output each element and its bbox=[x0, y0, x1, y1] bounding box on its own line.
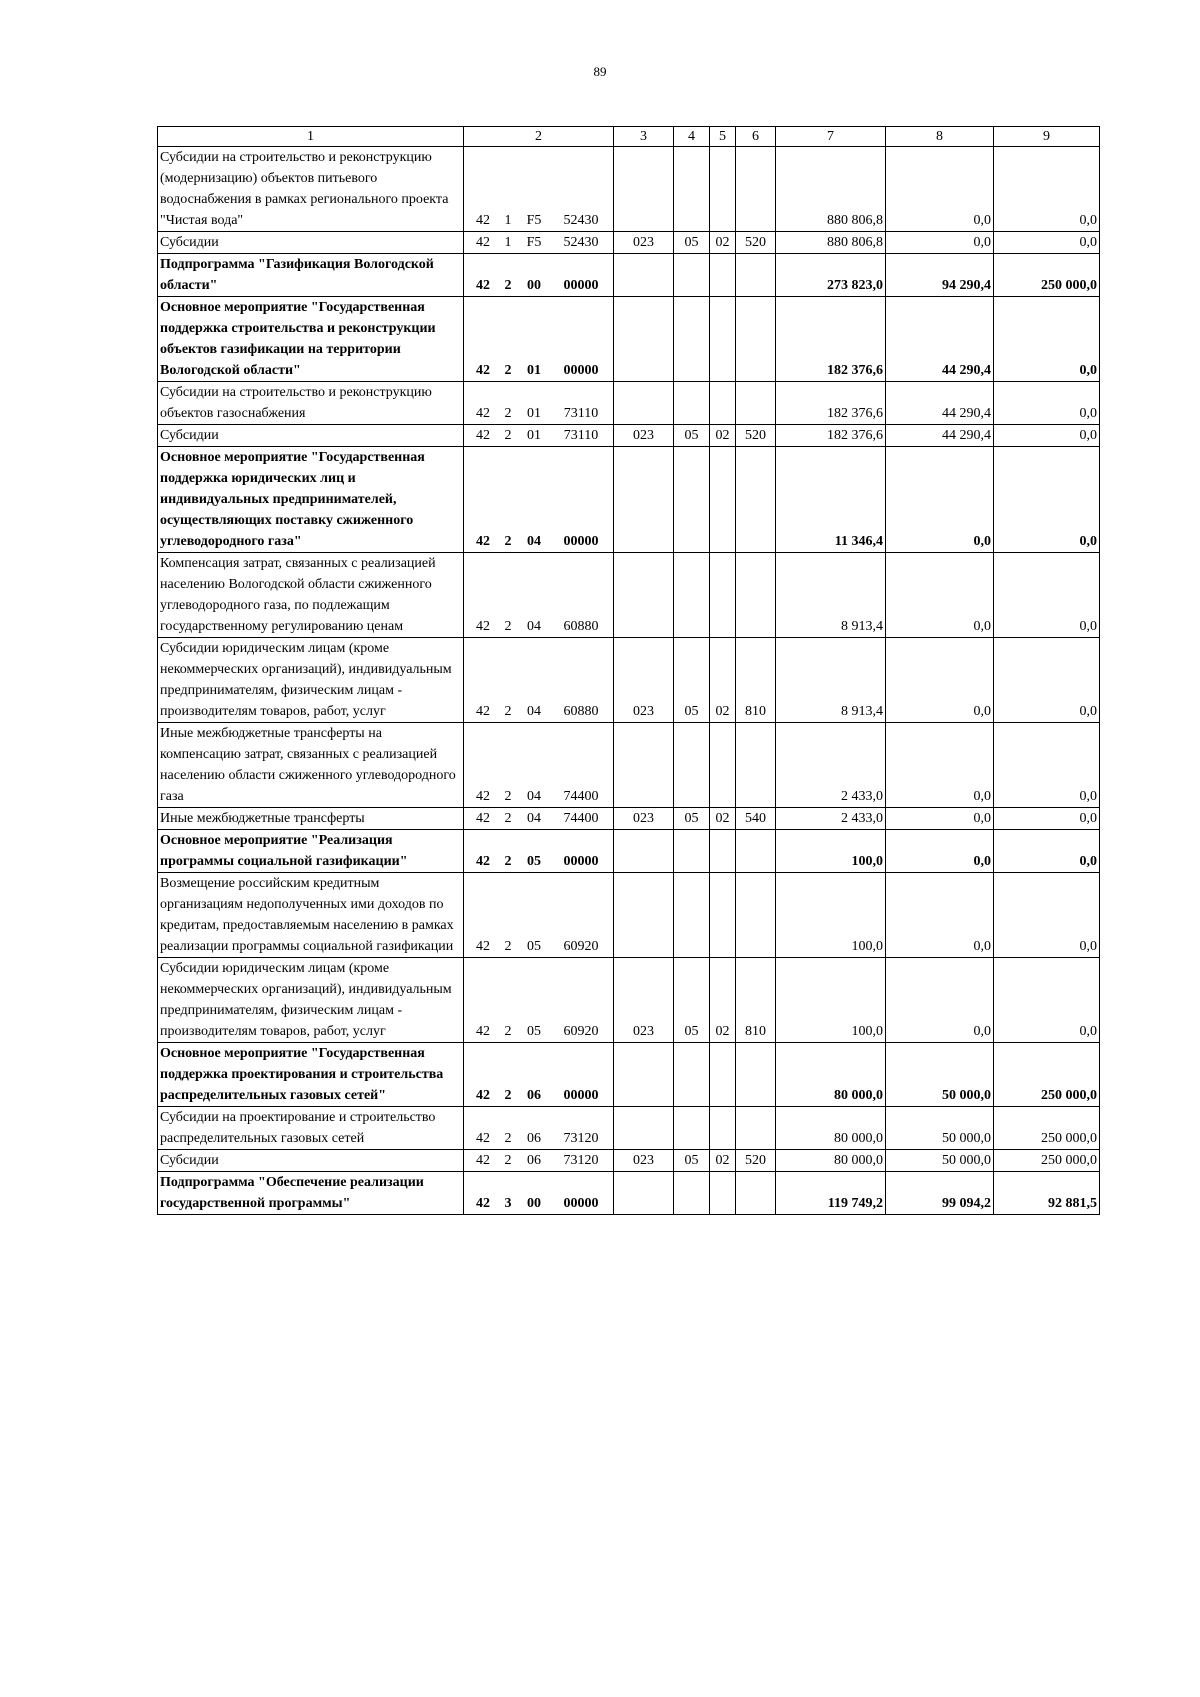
cell-col5 bbox=[710, 147, 736, 232]
table-row bbox=[158, 254, 1100, 297]
program-code bbox=[464, 1150, 614, 1172]
amount-col8: 0,0 bbox=[886, 723, 994, 808]
cell-col3 bbox=[614, 723, 674, 808]
amount-col7: 8 913,4 bbox=[776, 553, 886, 638]
code-part: 1 bbox=[504, 235, 512, 250]
code-part: 04 bbox=[527, 619, 541, 634]
amount-col7: 80 000,0 bbox=[776, 1107, 886, 1150]
code-part: 42 bbox=[476, 278, 490, 293]
cell-col4 bbox=[674, 1107, 710, 1150]
row-description: Субсидии bbox=[158, 232, 464, 254]
code-part: 42 bbox=[476, 1024, 490, 1039]
code-part: 06 bbox=[527, 1153, 541, 1168]
cell-col5: 02 bbox=[710, 1150, 736, 1172]
cell-col3 bbox=[614, 382, 674, 425]
row-description: Подпрограмма "Обеспечение реализации государственной программы" bbox=[158, 1172, 464, 1215]
code-part: 00000 bbox=[563, 1088, 599, 1103]
code-part: F5 bbox=[526, 235, 542, 250]
row-description: Основное мероприятие "Государственная поддержка юридических лиц и индивидуальных предпринимателей, осуществляющих поставку сжиженного углеводородного газа" bbox=[158, 447, 464, 553]
cell-col4 bbox=[674, 873, 710, 958]
row-description: Субсидии на строительство и реконструкцию объектов газоснабжения bbox=[158, 382, 464, 425]
code-part: 01 bbox=[527, 406, 541, 421]
row-description: Подпрограмма "Газификация Вологодской области" bbox=[158, 254, 464, 297]
amount-col9: 0,0 bbox=[994, 232, 1100, 254]
cell-col5 bbox=[710, 254, 736, 297]
header-cell: 2 bbox=[464, 127, 614, 147]
amount-col7: 80 000,0 bbox=[776, 1043, 886, 1107]
code-part: 42 bbox=[476, 534, 490, 549]
header-cell: 7 bbox=[776, 127, 886, 147]
code-part: 2 bbox=[504, 811, 512, 826]
cell-col6 bbox=[736, 553, 776, 638]
cell-col6: 810 bbox=[736, 958, 776, 1043]
row-description: Субсидии юридическим лицам (кроме некоммерческих организаций), индивидуальным предпринимателям, физическим лицам - производителям товаров, работ, услуг bbox=[158, 638, 464, 723]
code-part: 52430 bbox=[563, 235, 599, 250]
amount-col7: 880 806,8 bbox=[776, 147, 886, 232]
table-row bbox=[158, 723, 1100, 808]
amount-col8: 44 290,4 bbox=[886, 382, 994, 425]
amount-col7: 2 433,0 bbox=[776, 723, 886, 808]
code-part: 73120 bbox=[563, 1153, 599, 1168]
table-row bbox=[158, 147, 1100, 232]
header-cell: 6 bbox=[736, 127, 776, 147]
cell-col3 bbox=[614, 1043, 674, 1107]
code-part: 04 bbox=[527, 704, 541, 719]
program-code bbox=[464, 232, 614, 254]
cell-col5 bbox=[710, 447, 736, 553]
code-part: 2 bbox=[504, 619, 512, 634]
code-part: F5 bbox=[526, 213, 542, 228]
row-description: Иные межбюджетные трансферты bbox=[158, 808, 464, 830]
amount-col9: 0,0 bbox=[994, 147, 1100, 232]
cell-col4 bbox=[674, 147, 710, 232]
cell-col6 bbox=[736, 723, 776, 808]
amount-col7: 182 376,6 bbox=[776, 425, 886, 447]
code-part: 00 bbox=[527, 1196, 541, 1211]
amount-col9: 0,0 bbox=[994, 382, 1100, 425]
code-part: 42 bbox=[476, 1153, 490, 1168]
program-code bbox=[464, 958, 614, 1043]
amount-col9: 0,0 bbox=[994, 723, 1100, 808]
cell-col4: 05 bbox=[674, 425, 710, 447]
program-code bbox=[464, 425, 614, 447]
cell-col5 bbox=[710, 1043, 736, 1107]
amount-col7: 80 000,0 bbox=[776, 1150, 886, 1172]
cell-col5 bbox=[710, 723, 736, 808]
cell-col4 bbox=[674, 382, 710, 425]
code-part: 42 bbox=[476, 406, 490, 421]
code-part: 60880 bbox=[563, 619, 599, 634]
cell-col5: 02 bbox=[710, 232, 736, 254]
cell-col3: 023 bbox=[614, 232, 674, 254]
amount-col8: 94 290,4 bbox=[886, 254, 994, 297]
cell-col4 bbox=[674, 1043, 710, 1107]
page-number: 89 bbox=[593, 64, 607, 79]
program-code bbox=[464, 553, 614, 638]
code-part: 42 bbox=[476, 939, 490, 954]
amount-col8: 50 000,0 bbox=[886, 1150, 994, 1172]
row-description: Субсидии bbox=[158, 425, 464, 447]
cell-col5 bbox=[710, 830, 736, 873]
amount-col9: 250 000,0 bbox=[994, 1150, 1100, 1172]
cell-col4 bbox=[674, 1172, 710, 1215]
row-description: Субсидии на строительство и реконструкцию (модернизацию) объектов питьевого водоснабжения в рамках регионального проекта "Чистая вода" bbox=[158, 147, 464, 232]
program-code bbox=[464, 147, 614, 232]
program-code bbox=[464, 297, 614, 382]
row-description: Иные межбюджетные трансферты на компенсацию затрат, связанных с реализацией населению области сжиженного углеводородного газа bbox=[158, 723, 464, 808]
cell-col6 bbox=[736, 1107, 776, 1150]
table-row bbox=[158, 553, 1100, 638]
row-description: Основное мероприятие "Государственная поддержка строительства и реконструкции объектов газификации на территории Вологодской области" bbox=[158, 297, 464, 382]
code-part: 42 bbox=[476, 854, 490, 869]
program-code bbox=[464, 1107, 614, 1150]
cell-col3 bbox=[614, 830, 674, 873]
cell-col5 bbox=[710, 553, 736, 638]
row-description: Субсидии на проектирование и строительство распределительных газовых сетей bbox=[158, 1107, 464, 1150]
cell-col5 bbox=[710, 873, 736, 958]
cell-col4: 05 bbox=[674, 232, 710, 254]
amount-col8: 50 000,0 bbox=[886, 1043, 994, 1107]
cell-col6 bbox=[736, 147, 776, 232]
table-row bbox=[158, 958, 1100, 1043]
amount-col9: 0,0 bbox=[994, 553, 1100, 638]
cell-col3 bbox=[614, 447, 674, 553]
cell-col5: 02 bbox=[710, 425, 736, 447]
table-row bbox=[158, 873, 1100, 958]
code-part: 2 bbox=[504, 939, 512, 954]
amount-col8: 0,0 bbox=[886, 873, 994, 958]
cell-col6: 520 bbox=[736, 425, 776, 447]
code-part: 2 bbox=[504, 1131, 512, 1146]
cell-col6 bbox=[736, 873, 776, 958]
cell-col3: 023 bbox=[614, 1150, 674, 1172]
cell-col3 bbox=[614, 147, 674, 232]
cell-col6: 520 bbox=[736, 1150, 776, 1172]
row-description: Возмещение российским кредитным организациям недополученных ими доходов по кредитам, предоставляемым населению в рамках реализации программы социальной газификации bbox=[158, 873, 464, 958]
table-row bbox=[158, 1107, 1100, 1150]
code-part: 05 bbox=[527, 939, 541, 954]
cell-col5 bbox=[710, 1107, 736, 1150]
cell-col4: 05 bbox=[674, 638, 710, 723]
amount-col9: 0,0 bbox=[994, 297, 1100, 382]
cell-col3 bbox=[614, 297, 674, 382]
cell-col6: 540 bbox=[736, 808, 776, 830]
code-part: 00000 bbox=[563, 278, 599, 293]
program-code bbox=[464, 1172, 614, 1215]
table-row bbox=[158, 1150, 1100, 1172]
code-part: 52430 bbox=[563, 213, 599, 228]
amount-col7: 273 823,0 bbox=[776, 254, 886, 297]
amount-col9: 0,0 bbox=[994, 447, 1100, 553]
code-part: 01 bbox=[527, 363, 541, 378]
code-part: 2 bbox=[504, 1088, 512, 1103]
code-part: 42 bbox=[476, 428, 490, 443]
cell-col3 bbox=[614, 873, 674, 958]
table-row bbox=[158, 638, 1100, 723]
code-part: 42 bbox=[476, 213, 490, 228]
cell-col4: 05 bbox=[674, 958, 710, 1043]
amount-col7: 100,0 bbox=[776, 958, 886, 1043]
cell-col5 bbox=[710, 382, 736, 425]
code-part: 2 bbox=[504, 278, 512, 293]
amount-col7: 2 433,0 bbox=[776, 808, 886, 830]
code-part: 00 bbox=[527, 278, 541, 293]
amount-col8: 0,0 bbox=[886, 830, 994, 873]
table-row bbox=[158, 425, 1100, 447]
cell-col6 bbox=[736, 382, 776, 425]
cell-col4 bbox=[674, 447, 710, 553]
amount-col8: 0,0 bbox=[886, 638, 994, 723]
amount-col8: 0,0 bbox=[886, 447, 994, 553]
cell-col6 bbox=[736, 1172, 776, 1215]
code-part: 2 bbox=[504, 406, 512, 421]
table-row bbox=[158, 1043, 1100, 1107]
amount-col9: 250 000,0 bbox=[994, 254, 1100, 297]
budget-table bbox=[157, 126, 1100, 1215]
code-part: 42 bbox=[476, 363, 490, 378]
code-part: 73120 bbox=[563, 1131, 599, 1146]
program-code bbox=[464, 638, 614, 723]
cell-col6: 520 bbox=[736, 232, 776, 254]
cell-col5 bbox=[710, 1172, 736, 1215]
amount-col7: 182 376,6 bbox=[776, 297, 886, 382]
row-description: Основное мероприятие "Государственная поддержка проектирования и строительства распределительных газовых сетей" bbox=[158, 1043, 464, 1107]
amount-col9: 0,0 bbox=[994, 958, 1100, 1043]
cell-col3 bbox=[614, 1107, 674, 1150]
header-cell: 5 bbox=[710, 127, 736, 147]
code-part: 42 bbox=[476, 811, 490, 826]
cell-col6 bbox=[736, 447, 776, 553]
code-part: 05 bbox=[527, 854, 541, 869]
code-part: 3 bbox=[504, 1196, 512, 1211]
code-part: 04 bbox=[527, 534, 541, 549]
amount-col9: 0,0 bbox=[994, 638, 1100, 723]
row-description: Основное мероприятие "Реализация программы социальной газификации" bbox=[158, 830, 464, 873]
amount-col9: 0,0 bbox=[994, 808, 1100, 830]
amount-col7: 119 749,2 bbox=[776, 1172, 886, 1215]
code-part: 2 bbox=[504, 1024, 512, 1039]
header-cell: 9 bbox=[994, 127, 1100, 147]
code-part: 42 bbox=[476, 1088, 490, 1103]
code-part: 04 bbox=[527, 789, 541, 804]
amount-col8: 0,0 bbox=[886, 808, 994, 830]
code-part: 2 bbox=[504, 428, 512, 443]
cell-col6 bbox=[736, 297, 776, 382]
code-part: 06 bbox=[527, 1088, 541, 1103]
header-cell: 3 bbox=[614, 127, 674, 147]
table-row bbox=[158, 382, 1100, 425]
cell-col3: 023 bbox=[614, 425, 674, 447]
code-part: 00000 bbox=[563, 534, 599, 549]
cell-col3: 023 bbox=[614, 638, 674, 723]
cell-col4: 05 bbox=[674, 1150, 710, 1172]
code-part: 42 bbox=[476, 789, 490, 804]
cell-col5: 02 bbox=[710, 808, 736, 830]
header-cell: 8 bbox=[886, 127, 994, 147]
cell-col4 bbox=[674, 297, 710, 382]
amount-col8: 0,0 bbox=[886, 553, 994, 638]
code-part: 00000 bbox=[563, 1196, 599, 1211]
amount-col9: 250 000,0 bbox=[994, 1043, 1100, 1107]
amount-col7: 8 913,4 bbox=[776, 638, 886, 723]
table-row bbox=[158, 297, 1100, 382]
code-part: 00000 bbox=[563, 854, 599, 869]
code-part: 2 bbox=[504, 789, 512, 804]
cell-col4 bbox=[674, 723, 710, 808]
table-row bbox=[158, 808, 1100, 830]
amount-col7: 100,0 bbox=[776, 830, 886, 873]
cell-col6 bbox=[736, 254, 776, 297]
amount-col8: 99 094,2 bbox=[886, 1172, 994, 1215]
table-row bbox=[158, 830, 1100, 873]
cell-col4 bbox=[674, 254, 710, 297]
code-part: 1 bbox=[504, 213, 512, 228]
amount-col7: 880 806,8 bbox=[776, 232, 886, 254]
program-code bbox=[464, 830, 614, 873]
header-row bbox=[158, 127, 1100, 147]
amount-col9: 0,0 bbox=[994, 873, 1100, 958]
cell-col5: 02 bbox=[710, 638, 736, 723]
amount-col7: 11 346,4 bbox=[776, 447, 886, 553]
amount-col7: 100,0 bbox=[776, 873, 886, 958]
cell-col5 bbox=[710, 297, 736, 382]
code-part: 60920 bbox=[563, 1024, 599, 1039]
code-part: 2 bbox=[504, 363, 512, 378]
code-part: 74400 bbox=[563, 811, 599, 826]
table-row bbox=[158, 1172, 1100, 1215]
program-code bbox=[464, 447, 614, 553]
program-code bbox=[464, 723, 614, 808]
amount-col8: 44 290,4 bbox=[886, 297, 994, 382]
code-part: 2 bbox=[504, 704, 512, 719]
amount-col9: 0,0 bbox=[994, 830, 1100, 873]
code-part: 2 bbox=[504, 1153, 512, 1168]
cell-col4: 05 bbox=[674, 808, 710, 830]
row-description: Компенсация затрат, связанных с реализацией населению Вологодской области сжиженного углеводородного газа, по подлежащим государственному регулированию ценам bbox=[158, 553, 464, 638]
code-part: 01 bbox=[527, 428, 541, 443]
code-part: 42 bbox=[476, 1196, 490, 1211]
program-code bbox=[464, 873, 614, 958]
code-part: 05 bbox=[527, 1024, 541, 1039]
cell-col3 bbox=[614, 553, 674, 638]
cell-col4 bbox=[674, 553, 710, 638]
table-body bbox=[158, 147, 1100, 1215]
code-part: 73110 bbox=[563, 428, 599, 443]
code-part: 42 bbox=[476, 619, 490, 634]
program-code bbox=[464, 382, 614, 425]
program-code bbox=[464, 1043, 614, 1107]
program-code bbox=[464, 254, 614, 297]
amount-col9: 250 000,0 bbox=[994, 1107, 1100, 1150]
row-description: Субсидии bbox=[158, 1150, 464, 1172]
code-part: 60920 bbox=[563, 939, 599, 954]
code-part: 00000 bbox=[563, 363, 599, 378]
cell-col3 bbox=[614, 1172, 674, 1215]
code-part: 74400 bbox=[563, 789, 599, 804]
code-part: 73110 bbox=[563, 406, 599, 421]
row-description: Субсидии юридическим лицам (кроме некоммерческих организаций), индивидуальным предпринимателям, физическим лицам - производителям товаров, работ, услуг bbox=[158, 958, 464, 1043]
code-part: 2 bbox=[504, 534, 512, 549]
code-part: 2 bbox=[504, 854, 512, 869]
cell-col6 bbox=[736, 830, 776, 873]
amount-col8: 0,0 bbox=[886, 232, 994, 254]
cell-col3: 023 bbox=[614, 808, 674, 830]
cell-col6: 810 bbox=[736, 638, 776, 723]
code-part: 42 bbox=[476, 235, 490, 250]
code-part: 42 bbox=[476, 1131, 490, 1146]
code-part: 06 bbox=[527, 1131, 541, 1146]
code-part: 04 bbox=[527, 811, 541, 826]
table-row bbox=[158, 447, 1100, 553]
cell-col6 bbox=[736, 1043, 776, 1107]
amount-col9: 0,0 bbox=[994, 425, 1100, 447]
amount-col8: 0,0 bbox=[886, 958, 994, 1043]
amount-col8: 50 000,0 bbox=[886, 1107, 994, 1150]
amount-col7: 182 376,6 bbox=[776, 382, 886, 425]
header-cell: 1 bbox=[158, 127, 464, 147]
amount-col8: 0,0 bbox=[886, 147, 994, 232]
cell-col4 bbox=[674, 830, 710, 873]
cell-col3 bbox=[614, 254, 674, 297]
amount-col9: 92 881,5 bbox=[994, 1172, 1100, 1215]
code-part: 60880 bbox=[563, 704, 599, 719]
program-code bbox=[464, 808, 614, 830]
header-cell: 4 bbox=[674, 127, 710, 147]
amount-col8: 44 290,4 bbox=[886, 425, 994, 447]
code-part: 42 bbox=[476, 704, 490, 719]
cell-col3: 023 bbox=[614, 958, 674, 1043]
table-row bbox=[158, 232, 1100, 254]
cell-col5: 02 bbox=[710, 958, 736, 1043]
